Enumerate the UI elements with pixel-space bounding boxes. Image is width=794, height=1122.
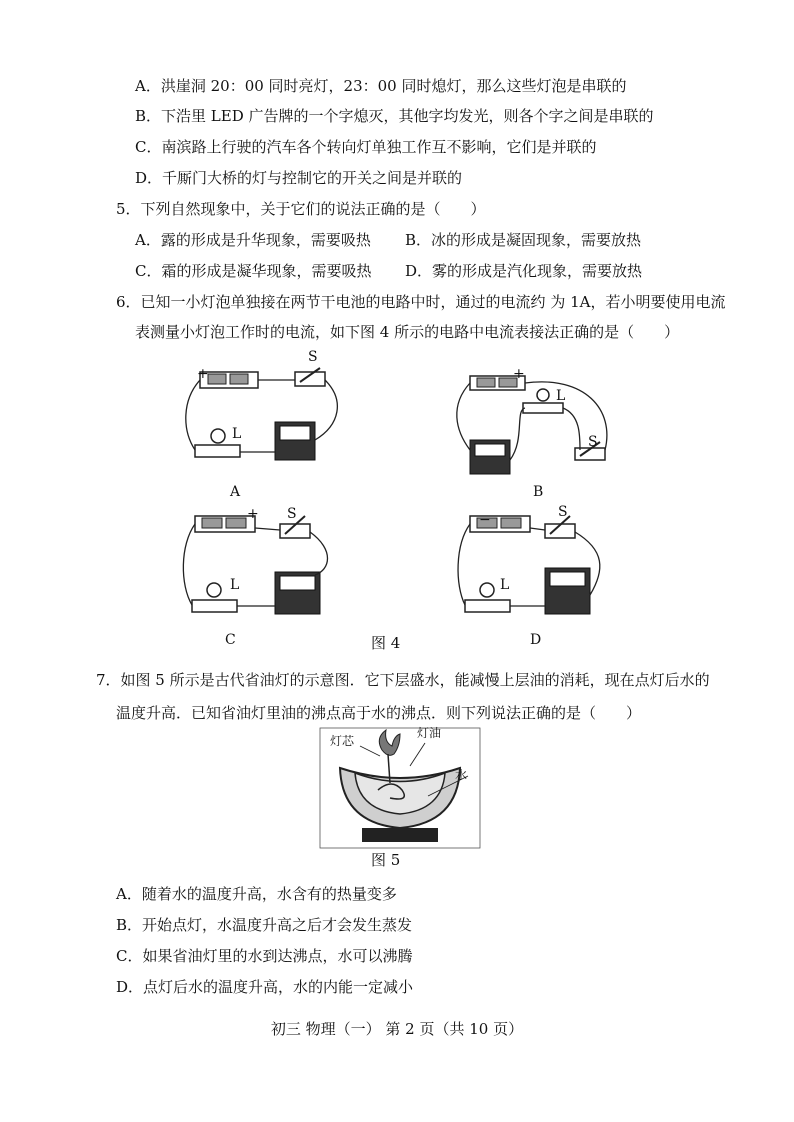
bulb-icon bbox=[195, 445, 240, 457]
q4-option-d: D．千厮门大桥的灯与控制它的开关之间是并联的 bbox=[135, 169, 463, 187]
circuit-c-plus-label: + bbox=[247, 506, 259, 522]
q7-stem-line1: 7．如图 5 所示是古代省油灯的示意图．它下层盛水，能减慢上层油的消耗，现在点灯后水的 bbox=[96, 671, 710, 689]
q6-stem-line2: 表测量小灯泡工作时的电流，如下图 4 所示的电路中电流表接法正确的是（ ） bbox=[135, 323, 680, 341]
q5-stem: 5．下列自然现象中，关于它们的说法正确的是（ ） bbox=[116, 200, 486, 218]
bulb-icon bbox=[523, 403, 563, 413]
circuit-b-bulb-label: L bbox=[556, 388, 566, 404]
q5-option-c: C．霜的形成是凝华现象，需要吸热 bbox=[135, 262, 372, 280]
q5-option-a: A．露的形成是升华现象，需要吸热 bbox=[135, 231, 371, 249]
circuit-d-bulb-label: L bbox=[500, 577, 510, 593]
q7-option-c: C．如果省油灯里的水到达沸点，水可以沸腾 bbox=[116, 947, 413, 965]
circuit-c-bulb-label: L bbox=[230, 577, 240, 593]
q4-option-c: C．南滨路上行驶的汽车各个转向灯单独工作互不影响，它们是并联的 bbox=[135, 138, 597, 156]
q6-stem-line1: 6．已知一小灯泡单独接在两节干电池的电路中时，通过的电流约 为 1A，若小明要使用电流 bbox=[116, 293, 726, 311]
circuit-d-minus-label: − bbox=[479, 512, 491, 528]
fig5-oil-label: 灯油 bbox=[417, 726, 442, 740]
q4-option-b: B．下浩里 LED 广告牌的一个字熄灭，其他字均发光，则各个字之间是串联的 bbox=[135, 107, 654, 125]
circuit-b-switch-label: S bbox=[588, 434, 598, 450]
circuit-d-switch-label: S bbox=[558, 504, 568, 520]
q7-stem-line2: 温度升高．已知省油灯里油的沸点高于水的沸点．则下列说法正确的是（ ） bbox=[116, 704, 642, 722]
q5-option-b: B．冰的形成是凝固现象，需要放热 bbox=[405, 231, 642, 249]
circuit-a-bulb-label: L bbox=[232, 426, 242, 442]
fig5-wick-label: 灯芯 bbox=[330, 734, 355, 748]
circuit-b-label: B bbox=[533, 484, 544, 500]
fig5-water-label: 水 bbox=[455, 768, 468, 782]
figure-5-caption: 图 5 bbox=[371, 851, 401, 869]
q7-option-b: B．开始点灯，水温度升高之后才会发生蒸发 bbox=[116, 916, 413, 934]
circuit-d-label: D bbox=[530, 632, 542, 648]
bulb-icon bbox=[192, 600, 237, 612]
circuit-c-label: C bbox=[225, 632, 236, 648]
bulb-icon bbox=[465, 600, 510, 612]
circuit-a-switch-label: S bbox=[308, 349, 318, 365]
circuit-c-switch-label: S bbox=[287, 506, 297, 522]
lamp-base-icon bbox=[362, 828, 438, 842]
circuit-c-figure bbox=[180, 510, 340, 625]
q7-option-a: A．随着水的温度升高，水含有的热量变多 bbox=[116, 885, 397, 903]
circuit-b-plus-label: + bbox=[513, 366, 525, 382]
q5-option-d: D．雾的形成是汽化现象，需要放热 bbox=[405, 262, 643, 280]
q7-option-d: D．点灯后水的温度升高，水的内能一定减小 bbox=[116, 978, 414, 996]
circuit-a-label: A bbox=[230, 484, 241, 500]
figure-4-caption: 图 4 bbox=[371, 634, 401, 652]
page-footer: 初三 物理（一） 第 2 页（共 10 页） bbox=[270, 1020, 524, 1038]
q4-option-a: A．洪崖洞 20：00 同时亮灯，23：00 同时熄灯，那么这些灯泡是串联的 bbox=[135, 77, 627, 95]
circuit-b-figure bbox=[455, 370, 615, 480]
circuit-a-plus-label: + bbox=[197, 366, 209, 382]
